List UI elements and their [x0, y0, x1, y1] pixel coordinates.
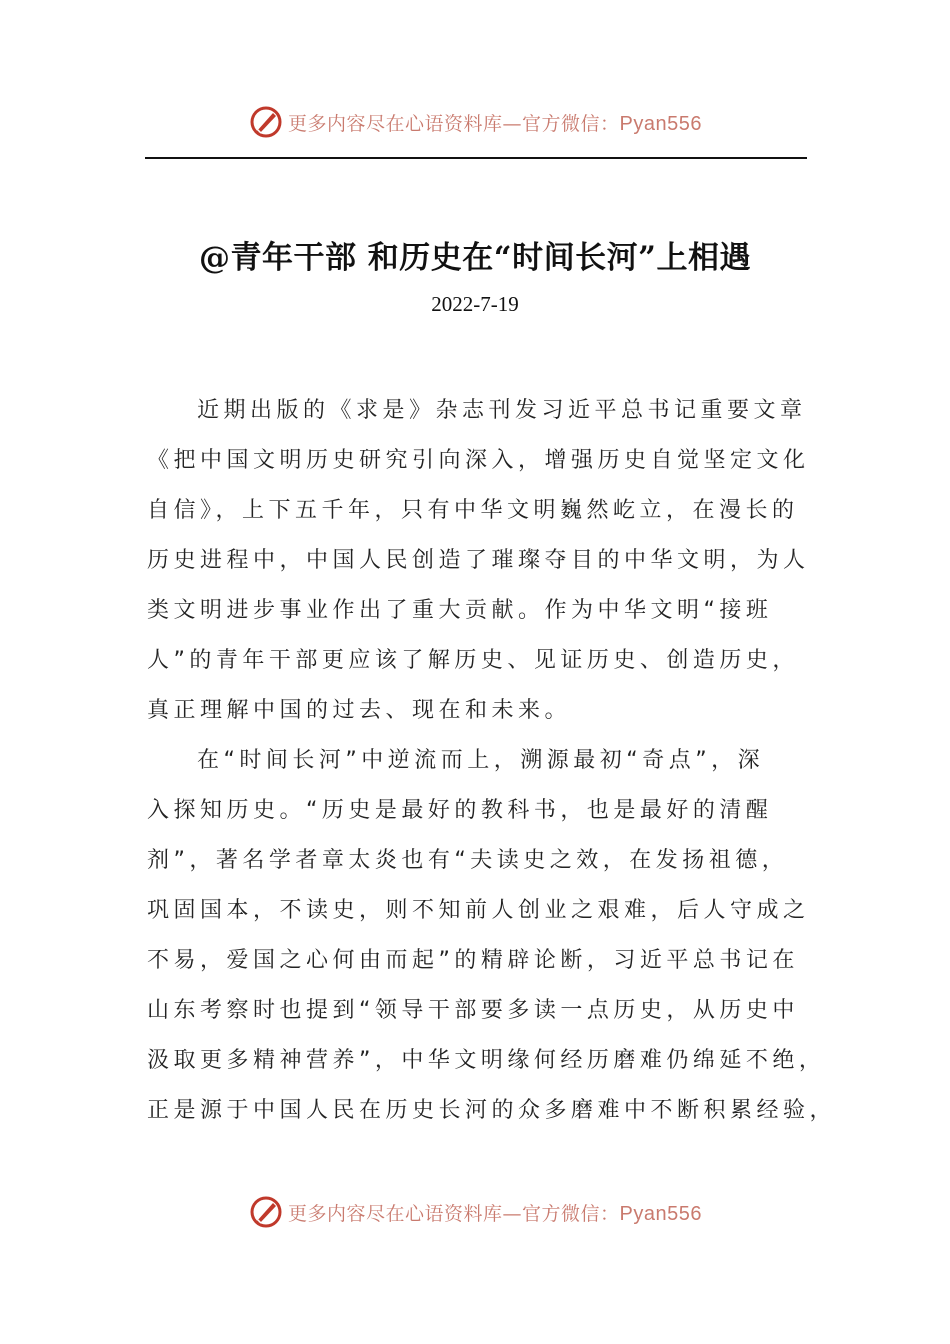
paragraph-line: 汲取更多精神营养”，中华文明缘何经历磨难仍绵延不绝，	[147, 1048, 826, 1073]
paragraph-line: 入探知历史。“历史是最好的教科书，也是最好的清醒	[147, 798, 773, 823]
watermark-banner-bottom	[0, 1190, 950, 1234]
paragraph-line: 自信》，上下五千年，只有中华文明巍然屹立，在漫长的	[147, 498, 799, 523]
paragraph-line: 历史进程中，中国人民创造了璀璨夺目的中华文明，为人	[147, 548, 810, 573]
article-body	[147, 386, 837, 1136]
pen-logo-icon	[248, 1194, 284, 1230]
paragraph-line: 《把中国文明历史研究引向深入，增强历史自觉坚定文化	[147, 448, 810, 473]
watermark-banner-top	[0, 100, 950, 144]
watermark-text: 更多内容尽在心语资料库—官方微信：Pyan556	[288, 112, 702, 135]
header-rule	[145, 157, 807, 159]
article-date: 2022-7-19	[431, 292, 519, 316]
paragraph-line: 巩固国本，不读史，则不知前人创业之艰难，后人守成之	[147, 898, 810, 923]
paragraph-line: 在“时间长河”中逆流而上，溯源最初“奇点”，深	[197, 748, 765, 773]
wechat-id: Pyan556	[619, 1202, 702, 1225]
wechat-id: Pyan556	[619, 112, 702, 135]
article-title: @青年干部 和历史在“时间长河”上相遇	[199, 240, 751, 276]
pen-logo-icon	[248, 104, 284, 140]
paragraph-line: 不易，爱国之心何由而起”的精辟论断，习近平总书记在	[147, 948, 799, 973]
paragraph-line: 真正理解中国的过去、现在和未来。	[147, 698, 572, 723]
paragraph-line: 近期出版的《求是》杂志刊发习近平总书记重要文章	[197, 398, 807, 423]
watermark-text: 更多内容尽在心语资料库—官方微信：Pyan556	[288, 1202, 702, 1225]
paragraph-line: 山东考察时也提到“领导干部要多读一点历史，从历史中	[147, 998, 799, 1023]
paragraph-line: 正是源于中国人民在历史长河的众多磨难中不断积累经验，	[147, 1098, 837, 1123]
paragraph-line: 类文明进步事业作出了重大贡献。作为中华文明“接班	[147, 598, 773, 623]
paragraph-line: 剂”，著名学者章太炎也有“夫读史之效，在发扬祖德，	[147, 848, 789, 873]
paragraph-line: 人”的青年干部更应该了解历史、见证历史、创造历史，	[147, 648, 799, 673]
